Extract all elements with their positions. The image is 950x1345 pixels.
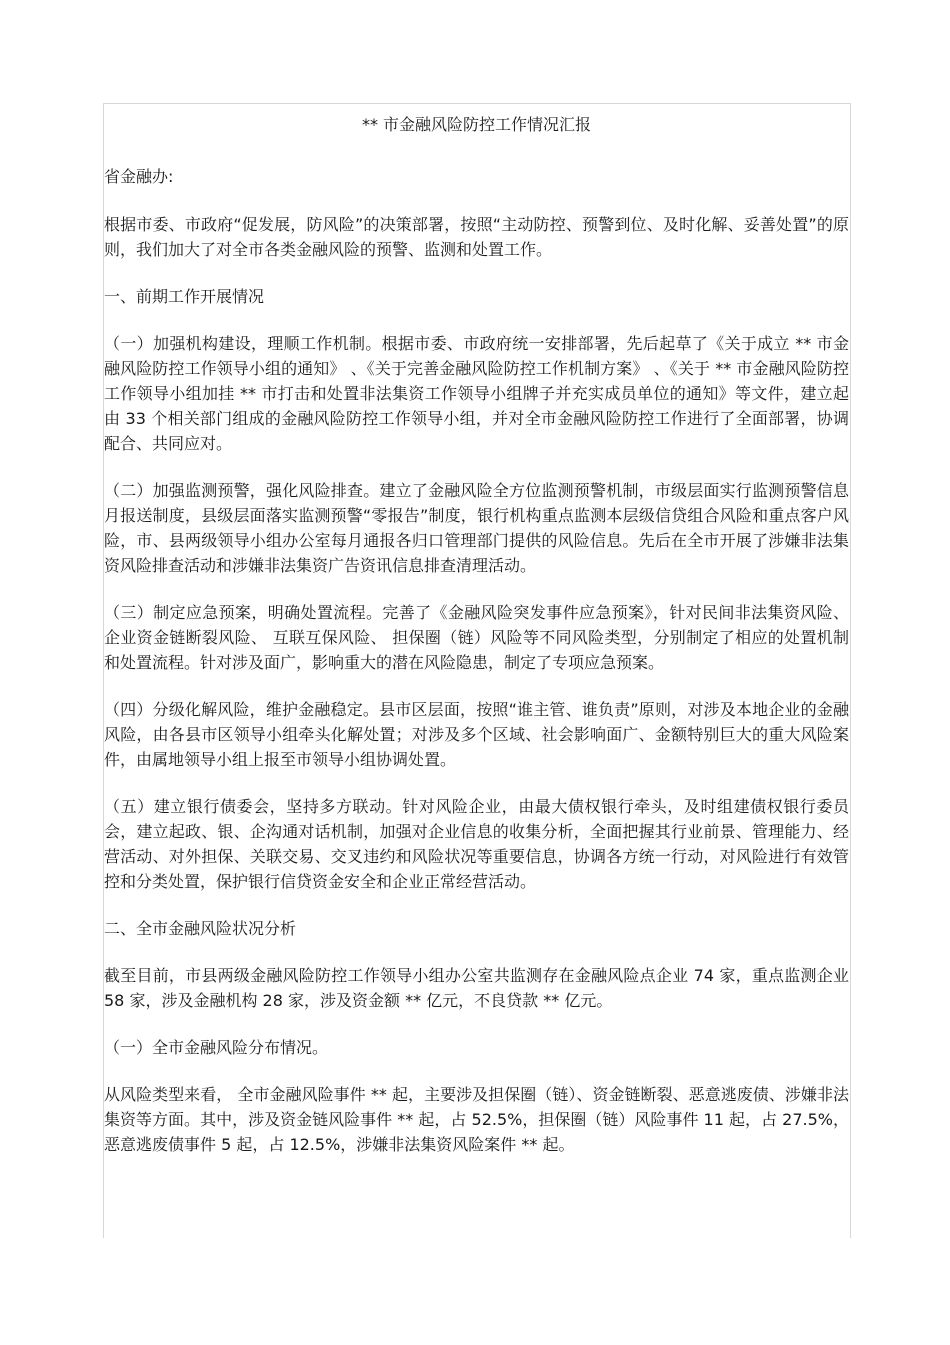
subsection-1-paragraph: 从风险类型来看， 全市金融风险事件 ** 起，主要涉及担保圈（链）、资金链断裂、恶意逃废债、涉嫌非法集资等方面。其中，涉及资金链风险事件 ** 起，占 52.5%，担保圈（链）风险事件 11 起，占 27.5%，恶意逃废债事件 5 起，占 12.5%，涉嫌非法集资风险案件 ** 起。 (104, 1085, 849, 1154)
section-1-heading: 一、前期工作开展情况 (104, 287, 265, 306)
item-2-paragraph: （二）加强监测预警，强化风险排查。建立了金融风险全方位监测预警机制，市级层面实行监测预警信息月报送制度，县级层面落实监测预警“零报告”制度，银行机构重点监测本层级信贷组合风险和重点客户风险，市、县两级领导小组办公室每月通报各归口管理部门提供的风险信息。先后在全市开展了涉嫌非法集资风险排查活动和涉嫌非法集资广告资讯信息排查清理活动。 (104, 481, 849, 575)
salutation: 省金融办: (104, 167, 174, 186)
item-3-paragraph: （三）制定应急预案，明确处置流程。完善了《金融风险突发事件应急预案》，针对民间非法集资风险、 企业资金链断裂风险、 互联互保风险、 担保圈（链）风险等不同风险类型，分别制定了相应的处置机制和处置流程。针对涉及面广，影响重大的潜在风险隐患，制定了专项应急预案。 (104, 603, 849, 672)
subsection-1-heading: （一）全市金融风险分布情况。 (104, 1038, 329, 1057)
item-5-paragraph: （五）建立银行债委会，坚持多方联动。针对风险企业，由最大债权银行牵头，及时组建债权银行委员会，建立起政、银、企沟通对话机制，加强对企业信息的收集分析，全面把握其行业前景、管理能力、经营活动、对外担保、关联交易、交叉违约和风险状况等重要信息，协调各方统一行动，对风险进行有效管控和分类处置，保护银行信贷资金安全和企业正常经营活动。 (104, 797, 849, 891)
document-title: ** 市金融风险防控工作情况汇报 (361, 115, 592, 134)
summary-paragraph: 截至目前，市县两级金融风险防控工作领导小组办公室共监测存在金融风险点企业 74 家，重点监测企业 58 家，涉及金融机构 28 家，涉及资金额 ** 亿元，不良贷款 ** 亿元。 (104, 966, 849, 1010)
intro-paragraph: 根据市委、市政府“促发展，防风险”的决策部署，按照“主动防控、预警到位、及时化解、妥善处置”的原则，我们加大了对全市各类金融风险的预警、监测和处置工作。 (104, 215, 849, 259)
item-1-paragraph: （一）加强机构建设，理顺工作机制。根据市委、市政府统一安排部署，先后起草了《关于成立 ** 市金融风险防控工作领导小组的通知》 、《关于完善金融风险防控工作机制方案》 、《关于 ** 市金融风险防控工作领导小组加挂 ** 市打击和处置非法集资工作领导小组牌子并充实成员单位的通知》等文件，建立起由 33 个相关部门组成的金融风险防控工作领导小组，并对全市金融风险防控工作进行了全面部署，协调配合、共同应对。 (104, 334, 849, 453)
document-body (104, 112, 849, 1179)
section-2-heading: 二、全市金融风险状况分析 (104, 919, 297, 938)
item-4-paragraph: （四）分级化解风险，维护金融稳定。县市区层面，按照“谁主管、谁负责”原则，对涉及本地企业的金融风险，由各县市区领导小组牵头化解处置；对涉及多个区域、社会影响面广、金额特别巨大的重大风险案件，由属地领导小组上报至市领导小组协调处置。 (104, 700, 849, 769)
